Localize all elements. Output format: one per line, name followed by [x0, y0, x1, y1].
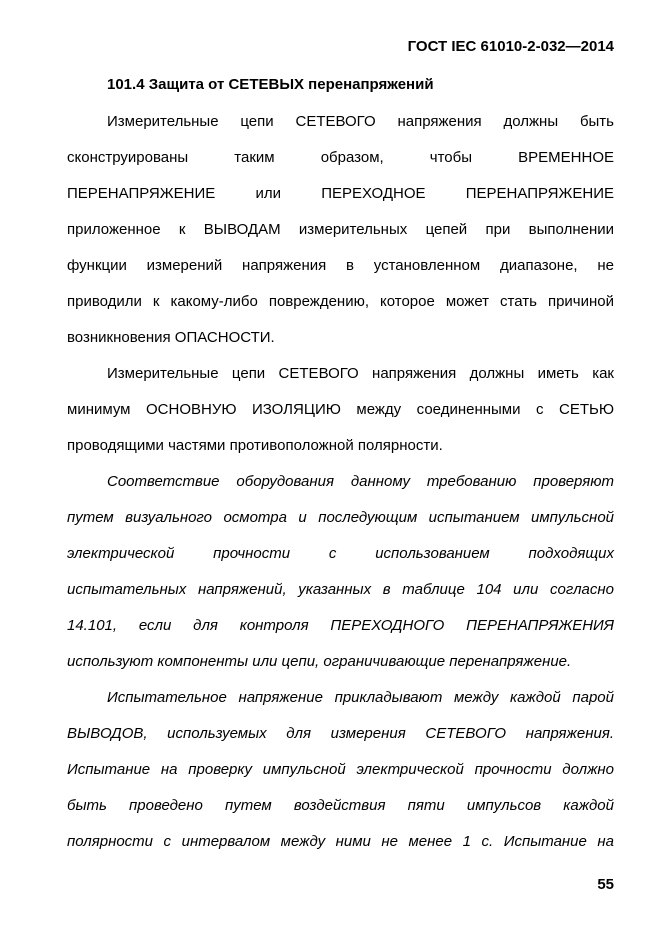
text-line: используют компоненты или цепи, ограничивающие перенапряжение. [67, 653, 572, 670]
text-line: Измерительные цепи СЕТЕВОГО напряжения должны быть [107, 113, 614, 130]
text-line: Испытание на проверку импульсной электрической прочности должно [67, 761, 614, 778]
text-line: ПЕРЕНАПРЯЖЕНИЕ или ПЕРЕХОДНОЕ ПЕРЕНАПРЯЖЕНИЕ [67, 185, 614, 202]
document-header: ГОСТ IEC 61010-2-032—2014 [407, 38, 614, 55]
text-line: Измерительные цепи СЕТЕВОГО напряжения должны иметь как [107, 365, 614, 382]
text-line: быть проведено путем воздействия пяти импульсов каждой [67, 797, 614, 814]
text-line: функции измерений напряжения в установленном диапазоне, не [67, 257, 614, 274]
text-line: приложенное к ВЫВОДАМ измерительных цепей при выполнении [67, 221, 614, 238]
text-line: электрической прочности с использованием подходящих [67, 545, 614, 562]
text-line: приводили к какому-либо повреждению, которое может стать причиной [67, 293, 614, 310]
text-line: возникновения ОПАСНОСТИ. [67, 329, 275, 346]
paragraph-3 [67, 464, 614, 680]
paragraph-1 [67, 104, 614, 356]
paragraph-4 [67, 680, 614, 860]
text-line: проводящими частями противоположной полярности. [67, 437, 443, 454]
text-line: Испытательное напряжение прикладывают между каждой парой [107, 689, 614, 706]
text-line: 14.101, если для контроля ПЕРЕХОДНОГО ПЕРЕНАПРЯЖЕНИЯ [67, 617, 614, 634]
text-line: Соответствие оборудования данному требованию проверяют [107, 473, 614, 490]
text-line: путем визуального осмотра и последующим испытанием импульсной [67, 509, 614, 526]
section-title: 101.4 Защита от СЕТЕВЫХ перенапряжений [107, 76, 434, 93]
page-number: 55 [597, 876, 614, 893]
document-body [67, 104, 614, 860]
text-line: сконструированы таким образом, чтобы ВРЕМЕННОЕ [67, 149, 614, 166]
text-line: испытательных напряжений, указанных в таблице 104 или согласно [67, 581, 614, 598]
text-line: ВЫВОДОВ, используемых для измерения СЕТЕВОГО напряжения. [67, 725, 614, 742]
paragraph-2 [67, 356, 614, 464]
text-line: минимум ОСНОВНУЮ ИЗОЛЯЦИЮ между соединенными с СЕТЬЮ [67, 401, 614, 418]
text-line: полярности с интервалом между ними не менее 1 с. Испытание на [67, 833, 614, 850]
